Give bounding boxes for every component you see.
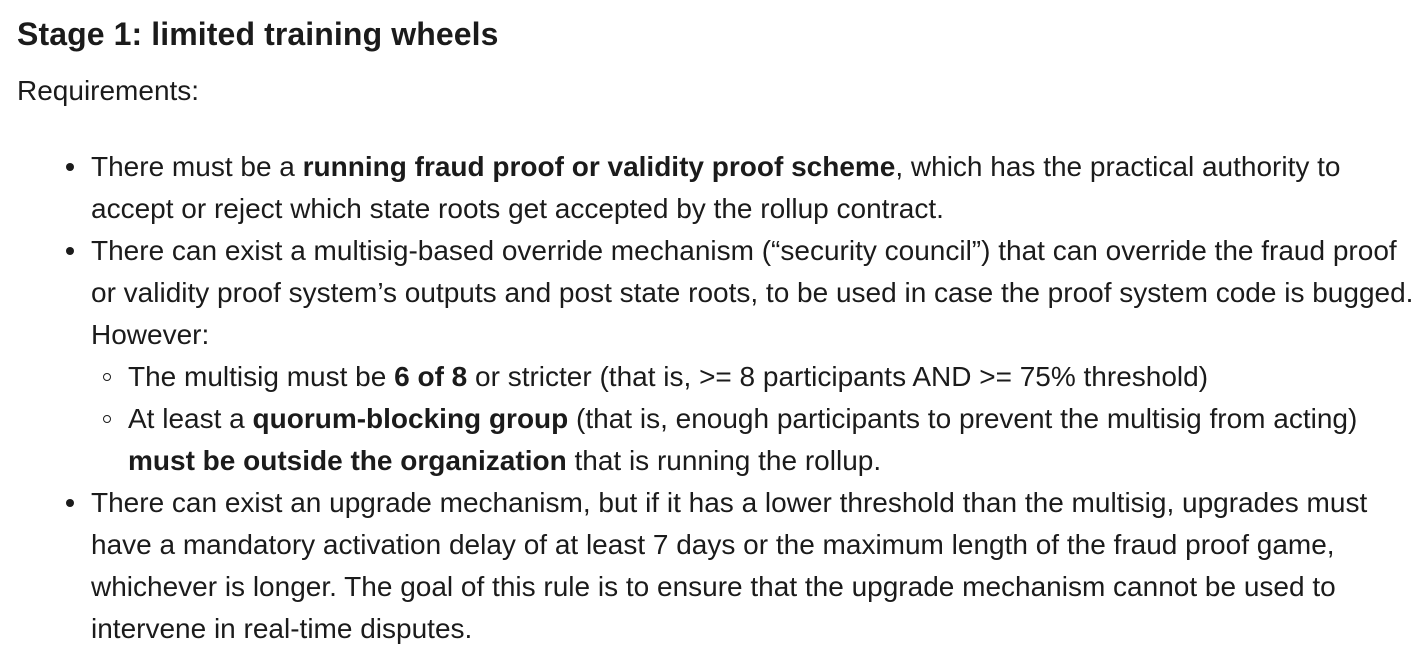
requirement-text: There can exist a multisig-based override mechanism (“security council”) that can override the fraud proof or validity proof system’s outputs and post state roots, to be used in case the proof system code is bugged. However:	[91, 235, 1414, 350]
requirement-item-fraud-proof	[17, 146, 1414, 230]
condition-text: that is running the rollup.	[566, 445, 882, 476]
condition-text: or stricter (that is, >= 8 participants AND >= 75% threshold)	[467, 361, 1209, 392]
condition-text: (that is, enough participants to prevent the multisig from acting)	[568, 403, 1358, 434]
requirements-list	[17, 146, 1414, 650]
section-heading: Stage 1: limited training wheels	[17, 16, 499, 52]
requirement-text: , which has the practical authority to accept or reject which state roots get accepted by the rollup contract.	[91, 151, 1341, 224]
condition-emphasis: quorum-blocking group	[252, 403, 569, 434]
condition-item-threshold	[91, 356, 1414, 398]
security-council-conditions	[91, 356, 1414, 482]
condition-emphasis: 6 of 8	[394, 361, 468, 392]
requirement-emphasis: running fraud proof or validity proof scheme	[302, 151, 896, 182]
condition-item-quorum-blocking	[91, 398, 1414, 482]
condition-emphasis: must be outside the organization	[128, 445, 567, 476]
requirement-text: There can exist an upgrade mechanism, but if it has a lower threshold than the multisig, upgrades must have a mandatory activation delay of at least 7 days or the maximum length of the fraud proof game, whichever is longer. The goal of this rule is to ensure that the upgrade mechanism cannot be used to intervene in real-time disputes.	[91, 487, 1368, 644]
condition-text: At least a	[128, 403, 253, 434]
condition-text: The multisig must be	[128, 361, 395, 392]
requirement-item-security-council	[17, 230, 1414, 482]
requirements-label: Requirements:	[17, 75, 200, 106]
requirement-item-upgrade-mechanism	[17, 482, 1414, 650]
requirement-text: There must be a	[91, 151, 303, 182]
